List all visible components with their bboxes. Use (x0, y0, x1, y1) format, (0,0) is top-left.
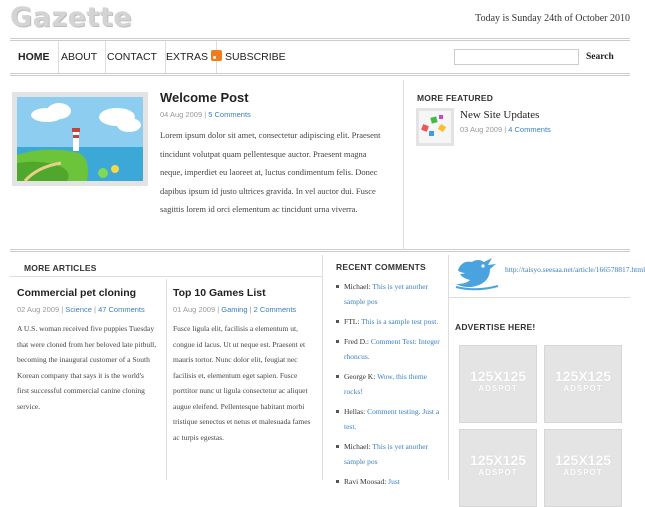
divider (322, 255, 323, 480)
ad-word-label: ADSPOT (478, 468, 518, 477)
more-featured-meta: 03 Aug 2009 | 4 Comments (460, 125, 551, 134)
comment-link[interactable]: This is yet another sample pos (344, 282, 429, 306)
post-date: 04 Aug 2009 (160, 110, 203, 119)
article-date: 01 Aug 2009 (173, 305, 216, 314)
comment-link[interactable]: This is a sample test post. (361, 317, 439, 326)
comment-item (336, 369, 444, 399)
more-articles-label: MORE ARTICLES (24, 263, 97, 273)
twitter-bird-icon[interactable] (454, 256, 500, 295)
divider (166, 279, 167, 480)
article-title[interactable]: Top 10 Games List (173, 287, 266, 299)
ad-word-label: ADSPOT (478, 384, 518, 393)
post-excerpt: Lorem ipsum dolor sit amet, consectetur adipiscing elit. Praesent tincidunt volutpat quam pellentesque auctor. Praesent magna neque, imperdiet eu laoreet at, luctus condimentum felis. Donec dapibus ipsum id justo ultrices gravida. In vel auctor dui. Fusce sagittis lorem id orci elementum ac tincidunt urna viverra. (160, 130, 381, 214)
post-meta: 04 Aug 2009 | 5 Comments (160, 110, 251, 119)
comment-author: Ravi Moosad: (344, 477, 387, 486)
advertise-label: ADVERTISE HERE! (455, 322, 536, 332)
comment-item (336, 404, 444, 434)
comment-author: George K: (344, 372, 376, 381)
ad-size-label: 125X125 (469, 452, 527, 468)
recent-comments-label: RECENT COMMENTS (336, 262, 426, 272)
comment-item (336, 334, 444, 364)
more-featured-thumbnail[interactable] (416, 108, 454, 146)
comment-author: Fred D.: (344, 337, 369, 346)
comment-item (336, 439, 444, 469)
article-meta: 02 Aug 2009 | Science | 47 Comments (17, 305, 145, 314)
search-button[interactable]: Search (586, 52, 614, 62)
ad-spot[interactable] (459, 429, 537, 507)
ad-spot[interactable] (544, 429, 622, 507)
nav-contact[interactable]: CONTACT (99, 41, 166, 73)
comment-author: Hellas: (344, 407, 366, 416)
nav-extras[interactable]: EXTRAS (158, 41, 217, 73)
article-category-link[interactable]: Gaming (221, 305, 248, 314)
nav-subscribe-label: SUBSCRIBE (225, 51, 286, 63)
search-input[interactable] (454, 49, 579, 65)
ad-size-label: 125X125 (554, 368, 612, 384)
more-featured-comments-link[interactable]: 4 Comments (508, 125, 551, 134)
divider (448, 297, 630, 298)
comment-item (336, 314, 444, 329)
rss-icon (211, 50, 222, 61)
ad-word-label: ADSPOT (563, 468, 603, 477)
more-featured-label: MORE FEATURED (417, 93, 494, 103)
article-category-link[interactable]: Science (65, 305, 92, 314)
comment-author: Michael: (344, 282, 371, 291)
article-excerpt: A U.S. woman received five puppies Tuesday that were cloned from her beloved late pitbull, becoming the inaugural customer of a South Korean company that says it is the world's first successful commercial canine cloning service. (17, 324, 157, 411)
comment-author: Michael: (344, 442, 371, 451)
comment-link[interactable]: Wow, this theme rocks! (344, 372, 428, 396)
article-title[interactable]: Commercial pet cloning (17, 287, 137, 299)
nav-about[interactable]: ABOUT (53, 41, 106, 73)
twitter-link[interactable]: http://taisyo.seesaa.net/article/166578817.html (505, 265, 645, 274)
ad-spot[interactable] (544, 345, 622, 423)
recent-comments-list (336, 279, 444, 494)
ad-word-label: ADSPOT (563, 384, 603, 393)
comment-link[interactable]: Comment Test: Integer rhoncus. (344, 337, 440, 361)
comment-link[interactable]: Just (388, 477, 400, 486)
comment-link[interactable]: Comment testing. Just a test. (344, 407, 440, 431)
more-featured-title[interactable]: New Site Updates (460, 109, 540, 121)
featured-section (10, 80, 630, 252)
comment-link[interactable]: This is yet another sample pos (344, 442, 429, 466)
article-date: 02 Aug 2009 (17, 305, 60, 314)
article-excerpt: Fusce ligula elit, facilisis a elementum ut, congue id lacus. Ut ut neque est. Praesent et mauris tortor. Nunc dolor elit, feugiat nec facilisis et, elementum eget sapien. Fusce porttitor nunc ut ligula consectetur ac aliquet augue eleifend. Pellentesque habitant morbi tristique senectus et netus et malesuada fames ac turpis egestas. (173, 324, 311, 442)
date-text: Today is Sunday 24th of October 2010 (475, 13, 630, 24)
lighthouse-image[interactable] (12, 92, 148, 186)
divider (448, 255, 449, 480)
divider (10, 276, 322, 277)
ad-size-label: 125X125 (469, 368, 527, 384)
nav-subscribe[interactable] (203, 41, 294, 73)
main-nav (10, 38, 630, 76)
more-featured-date: 03 Aug 2009 (460, 125, 503, 134)
post-comments-link[interactable]: 5 Comments (208, 110, 251, 119)
article-comments-link[interactable]: 47 Comments (98, 305, 145, 314)
site-logo[interactable]: Gazette (10, 2, 133, 33)
article-comments-link[interactable]: 2 Comments (253, 305, 297, 314)
ad-size-label: 125X125 (554, 452, 612, 468)
ad-spot[interactable] (459, 345, 537, 423)
divider (403, 80, 404, 250)
article-meta: 01 Aug 2009 | Gaming | 2 Comments (173, 305, 297, 314)
comment-item (336, 279, 444, 309)
post-title[interactable]: Welcome Post (160, 90, 249, 105)
comment-author: FTL: (344, 317, 360, 326)
nav-home[interactable]: HOME (10, 41, 59, 73)
comment-item (336, 474, 444, 489)
